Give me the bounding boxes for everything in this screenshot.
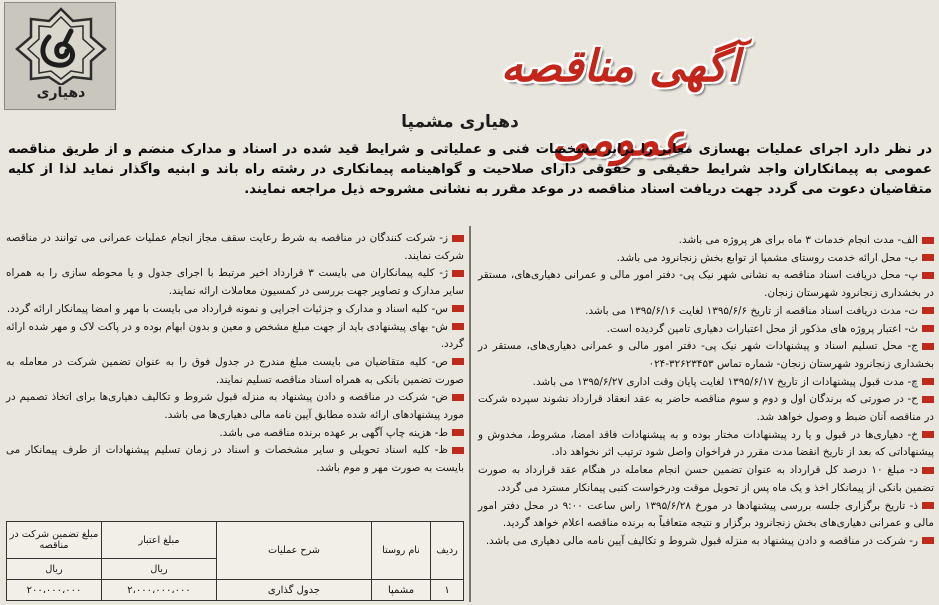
col-row-no: ردیف xyxy=(431,522,464,580)
intro-paragraph xyxy=(8,140,932,200)
intro-text: در نظر دارد اجرای عملیات بهسازی معابر را برابر مشخصات فنی و عملیاتی و شرایط قید شده در اسناد و مدارک منضم و از طریق مناقصه عمومی به پیمانکاران واجد شرایط حقیقی و حقوقی دارای صلاحیت و گواهینامه پیمانکاری در رشته راه باند و ابنیه واگذار نماید لذا از کلیه متقاضیان دعوت می گردد جهت دریافت اسناد مناقصه در موعد مقرر به نشانی مشروحه ذیل مراجعه نمایند. xyxy=(8,142,932,197)
condition-item: خ- دهیاری‌ها در قبول و یا رد پیشنهادات مختار بوده و به پیشنهادات فاقد امضا، مشروط، مخدوش و پیشنهاداتی که بعد از تاریخ انقضا مدت مقرر در فراخوان واصل شود ترتیب اثر نخواهد داد. xyxy=(478,428,934,459)
cell-village: مشمپا xyxy=(372,580,431,601)
condition-item: ط- هزینه چاپ آگهی بر عهده برنده مناقصه می باشد. xyxy=(6,425,464,443)
bullet-icon xyxy=(922,325,934,332)
conditions-left-column xyxy=(6,230,464,478)
bullet-icon xyxy=(452,429,464,436)
condition-item: الف- مدت انجام خدمات ۳ ماه برای هر پروژه می باشد. xyxy=(478,232,934,250)
page-title: آگهی مناقصه عمومی xyxy=(500,41,740,166)
tender-table xyxy=(6,521,464,601)
bullet-icon xyxy=(922,272,934,279)
col-description: شرح عملیات xyxy=(217,522,372,580)
header xyxy=(0,0,939,166)
column-divider xyxy=(469,226,471,602)
bullet-icon xyxy=(452,358,464,365)
conditions-right-column xyxy=(478,232,934,551)
guarantee-unit: ریال xyxy=(7,559,102,580)
bullet-icon xyxy=(452,235,464,242)
bullet-icon xyxy=(922,431,934,438)
bullet-icon xyxy=(452,270,464,277)
cell-guarantee-amount: ۲۰۰،۰۰۰،۰۰۰ xyxy=(7,580,102,601)
cell-row-no: ۱ xyxy=(431,580,464,601)
bullet-icon xyxy=(452,394,464,401)
col-village: نام روستا xyxy=(372,522,431,580)
bullet-icon xyxy=(452,447,464,454)
condition-item: پ- محل دریافت اسناد مناقصه به نشانی شهر نیک پی- دفتر امور مالی و عمرانی دهیاری‌های، مستقر در بخشداری زنجانرود شهرستان زنجان. xyxy=(478,269,934,300)
condition-item: ت- مدت دریافت اسناد مناقصه از تاریخ ۱۳۹۵/۶/۶ لغایت ۱۳۹۵/۶/۱۶ می باشد. xyxy=(478,303,934,321)
logo-caption: دهیاری xyxy=(36,85,86,101)
bullet-icon xyxy=(922,237,934,244)
bullet-icon xyxy=(452,323,464,330)
bullet-icon xyxy=(922,467,934,474)
table-row xyxy=(7,580,464,601)
condition-item: ب- محل ارائه خدمت روستای مشمپا از توابع بخش زنجانرود می باشد. xyxy=(478,250,934,268)
table-header-row xyxy=(7,522,464,559)
dehyari-logo xyxy=(4,2,116,110)
cell-credit-amount: ۲،۰۰۰،۰۰۰،۰۰۰ xyxy=(102,580,217,601)
condition-item: ش- بهای پیشنهادی باید از جهت مبلغ مشخص و معین و بدون ابهام بوده و در پاکت لاک و مهر شده ارائه گردد. xyxy=(6,320,464,351)
bullet-icon xyxy=(922,254,934,261)
col-credit-amount: مبلغ اعتبار xyxy=(102,522,217,559)
condition-item: ص- کلیه متقاضیان می بایست مبلغ مندرج در جدول فوق را به عنوان تضمین شرکت در معامله به صورت تضمین بانکی به همراه اسناد مناقصه تسلیم نمایند. xyxy=(6,355,464,386)
condition-item: چ- مدت قبول پیشنهادات از تاریخ ۱۳۹۵/۶/۱۷ لغایت پایان وقت اداری ۱۳۹۵/۶/۲۷ می باشد. xyxy=(478,374,934,392)
dehyari-emblem-icon xyxy=(11,7,111,85)
condition-item: ح- در صورتی که برندگان اول و دوم و سوم مناقصه حاضر به عقد انعقاد قرارداد نشوند سپرده شرکت در مناقصه آنان ضبط و وصول خواهد شد. xyxy=(478,393,934,424)
condition-item: ر- شرکت در مناقصه و دادن پیشنهاد به منزله قبول شروط و تکالیف آیین نامه مالی دهیاری می باشد. xyxy=(478,533,934,551)
bullet-icon xyxy=(922,396,934,403)
condition-item: ژ- کلیه پیمانکاران می بایست ۳ قرارداد اخیر مرتبط با اجرای جدول و یا محوطه سازی را به همراه سایر مدارک و تصاویر جهت بررسی در کمسیون معاملات ارائه نمایند. xyxy=(6,267,464,298)
bullet-icon xyxy=(922,307,934,314)
bullet-icon xyxy=(452,305,464,312)
organization-name: دهیاری مشمپا xyxy=(401,112,519,132)
bullet-icon xyxy=(922,378,934,385)
condition-item: ظ- کلیه اسناد تحویلی و سایر مشخصات و اسناد در زمان تسلیم پیشنهادات از طرف پیمانکار می بایست به صورت مهر و موم باشد. xyxy=(6,444,464,475)
condition-item: ث- اعتبار پروژه های مذکور از محل اعتبارات دهیاری تامین گردیده است. xyxy=(478,321,934,339)
condition-item: ج- محل تسلیم اسناد و پیشنهادات شهر نیک پی- دفتر امور مالی و عمرانی دهیاری‌های، مستقر در بخشداری زنجانرود شهرستان زنجان- شماره تماس ۳۲۶۲۳۴۵۳-۰۲۴ xyxy=(478,340,934,370)
bullet-icon xyxy=(922,537,934,544)
condition-item: ز- شرکت کنندگان در مناقصه به شرط رعایت سقف مجاز انجام عملیات عمرانی می توانند در مناقصه شرکت نمایند. xyxy=(6,232,464,262)
col-guarantee-amount: مبلغ تضمین شرکت در مناقصه xyxy=(7,522,102,559)
bullet-icon xyxy=(922,343,934,350)
credit-unit: ریال xyxy=(102,559,217,580)
condition-item: د- مبلغ ۱۰ درصد کل قرارداد به عنوان تضمین حسن انجام معامله در هنگام عقد قرارداد به صورت تضمین بانکی از پیمانکار اخذ و یک ماه پس از تحویل موقت ودرخواست کتبی پیمانکار مسترد می گردد. xyxy=(478,464,934,494)
condition-item: ذ- تاریخ برگزاری جلسه بررسی پیشنهادها در مورخ ۱۳۹۵/۶/۲۸ راس ساعت ۹:۰۰ در محل دفتر امور مالی و عمرانی دهیاری‌های بخش زنجانرود برگزار و نتیجه متعاقباً به برنده مناقصه اعلام خواهد گردید. xyxy=(478,499,934,530)
condition-item: ض- شرکت در مناقصه و دادن پیشنهاد به منزله قبول شروط و تکالیف دهیاری‌ها برای اتخاذ تصمیم در مورد پیشنهادهای ارائه شده مطابق آیین نامه مالی دهیاری‌ها می باشد. xyxy=(6,391,464,422)
condition-item: س- کلیه اسناد و مدارک و جزئیات اجرایی و نمونه قرارداد می بایست با مهر و امضا پیمانکار ارائه گردد. xyxy=(6,301,464,319)
bullet-icon xyxy=(922,502,934,509)
cell-description: جدول گذاری xyxy=(217,580,372,601)
